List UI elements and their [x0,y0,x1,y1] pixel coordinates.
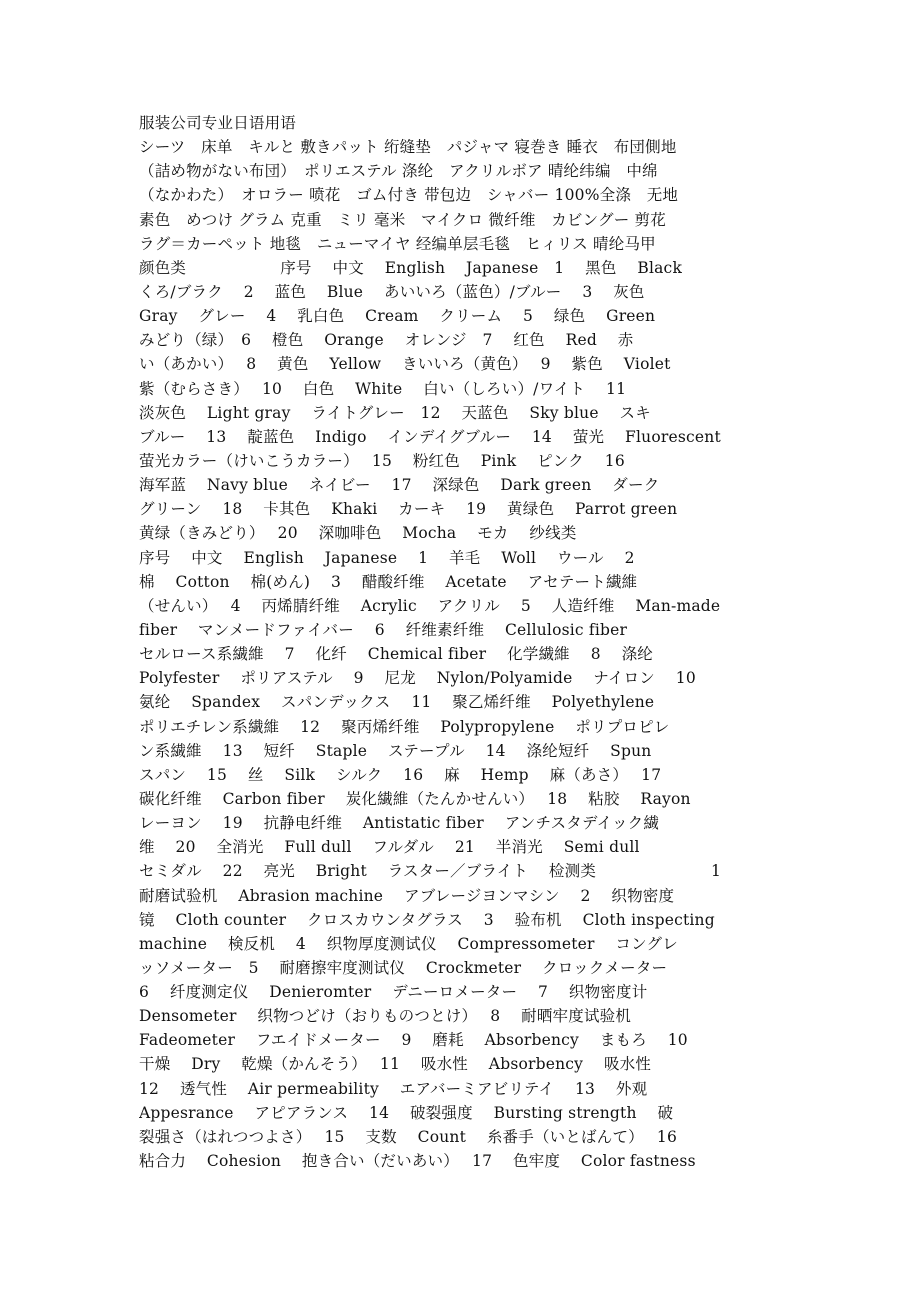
text-line: い（あかい） 8 黄色 Yellow きいいろ（黄色） 9 紫色 Violet [139,355,671,374]
text-line: ラグ＝カーペット 地毯 ニューマイヤ 经编单层毛毯 ヒィリス 晴纶马甲 [139,234,656,253]
text-line: 耐磨试验机 Abrasion machine アブレージヨンマシン 2 织物密度 [139,886,675,905]
text-line: 颜色类 序号 中文 English Japanese 1 黑色 Black [139,258,683,277]
text-line: 序号 中文 English Japanese 1 羊毛 Woll ウール 2 [139,548,635,567]
text-line: 棉 Cotton 棉(めん) 3 醋酸纤维 Acetate アセテート繊維 [139,572,638,591]
text-line: 碳化纤维 Carbon fiber 炭化繊維（たんかせんい） 18 粘胶 Rayon [139,789,691,808]
text-line: くろ/ブラク 2 蓝色 Blue あいいろ（蓝色）/ブルー 3 灰色 [139,282,645,301]
text-line: 海军蓝 Navy blue ネイビー 17 深绿色 Dark green ダーク [139,476,660,495]
text-line: （なかわた） オロラー 喷花 ゴム付き 带包边 シャバー 100%全涤 无地 [139,186,679,205]
text-line: レーヨン 19 抗静电纤维 Antistatic fiber アンチスタデイック繊 [139,814,660,833]
text-line: シーツ 床单 キルと 敷きパット 绗缝垫 パジャマ 寝巻き 睡衣 布団側地 [139,138,677,157]
text-line: セルロース系繊維 7 化纤 Chemical fiber 化学繊維 8 涤纶 [139,645,653,664]
text-line: 干燥 Dry 乾燥（かんそう） 11 吸水性 Absorbency 吸水性 [139,1055,652,1074]
text-line: 紫（むらさき） 10 白色 White 白い（しろい）/ワイト 11 [139,379,627,398]
text-line: Gray グレー 4 乳白色 Cream クリーム 5 绿色 Green [139,307,656,326]
text-line: 氨纶 Spandex スパンデックス 11 聚乙烯纤维 Polyethylene [139,693,655,712]
text-line: 黄绿（きみどり） 20 深咖啡色 Mocha モカ 纱线类 [139,524,577,543]
text-line: 6 纤度测定仪 Denieromter デニーロメーター 7 织物密度计 [139,983,648,1002]
text-line: みどり（绿） 6 橙色 Orange オレンジ 7 红色 Red 赤 [139,331,634,350]
text-line: ブルー 13 靛蓝色 Indigo インデイグブルー 14 萤光 Fluorescent [139,427,721,446]
text-line: （詰め物がない布団） ポリエステル 涤纶 アクリルボア 晴纶纬编 中绵 [139,162,658,181]
text-line: machine 検反机 4 织物厚度测试仪 Compressometer コングレ [139,934,678,953]
text-line: ポリエチレン系繊維 12 聚丙烯纤维 Polypropylene ポリプロピレ [139,717,670,736]
text-line: 粘合力 Cohesion 抱き合い（だいあい） 17 色牢度 Color fastness [139,1152,696,1171]
text-line: 裂强さ（はれつつよさ） 15 支数 Count 糸番手（いとばんて） 16 [139,1127,678,1146]
document-body [139,111,879,1173]
text-line: fiber マンメードファイバー 6 纤维素纤维 Cellulosic fiber [139,620,628,639]
text-line: 维 20 全消光 Full dull フルダル 21 半消光 Semi dull [139,838,640,857]
text-line: Fadeometer フエイドメーター 9 磨耗 Absorbency まもろ 10 [139,1031,688,1050]
text-line: 12 透气性 Air permeability エアバーミアビリテイ 13 外观 [139,1079,648,1098]
text-line: ン系繊維 13 短纤 Staple ステープル 14 涤纶短纤 Spun [139,741,652,760]
document-title: 服装公司专业日语用语 [139,114,297,132]
text-line: Densometer 织物つどけ（おりものつとけ） 8 耐晒牢度试验机 [139,1007,632,1026]
text-line: 镜 Cloth counter クロスカウンタグラス 3 验布机 Cloth inspecting [139,910,715,929]
text-line: 素色 めつけ グラム 克重 ミリ 毫米 マイクロ 微纤维 カビングー 剪花 [139,210,666,229]
text-line: 淡灰色 Light gray ライトグレー 12 天蓝色 Sky blue スキ [139,403,651,422]
text-line: 萤光カラー（けいこうカラー） 15 粉红色 Pink ピンク 16 [139,451,625,470]
text-line: ッソメーター 5 耐磨擦牢度测试仪 Crockmeter クロックメーター [139,958,668,977]
text-line: グリーン 18 卡其色 Khaki カーキ 19 黄绿色 Parrot green [139,500,678,519]
text-line: （せんい） 4 丙烯腈纤维 Acrylic アクリル 5 人造纤维 Man-made [139,596,721,615]
text-line: セミダル 22 亮光 Bright ラスター／ブライト 检测类 1 [139,862,722,881]
text-line: スパン 15 丝 Silk シルク 16 麻 Hemp 麻（あさ） 17 [139,765,662,784]
text-line: Polyfester ポリアステル 9 尼龙 Nylon/Polyamide ナイロン 10 [139,669,696,688]
text-line: Appesrance アピアランス 14 破裂强度 Bursting strength 破 [139,1103,674,1122]
